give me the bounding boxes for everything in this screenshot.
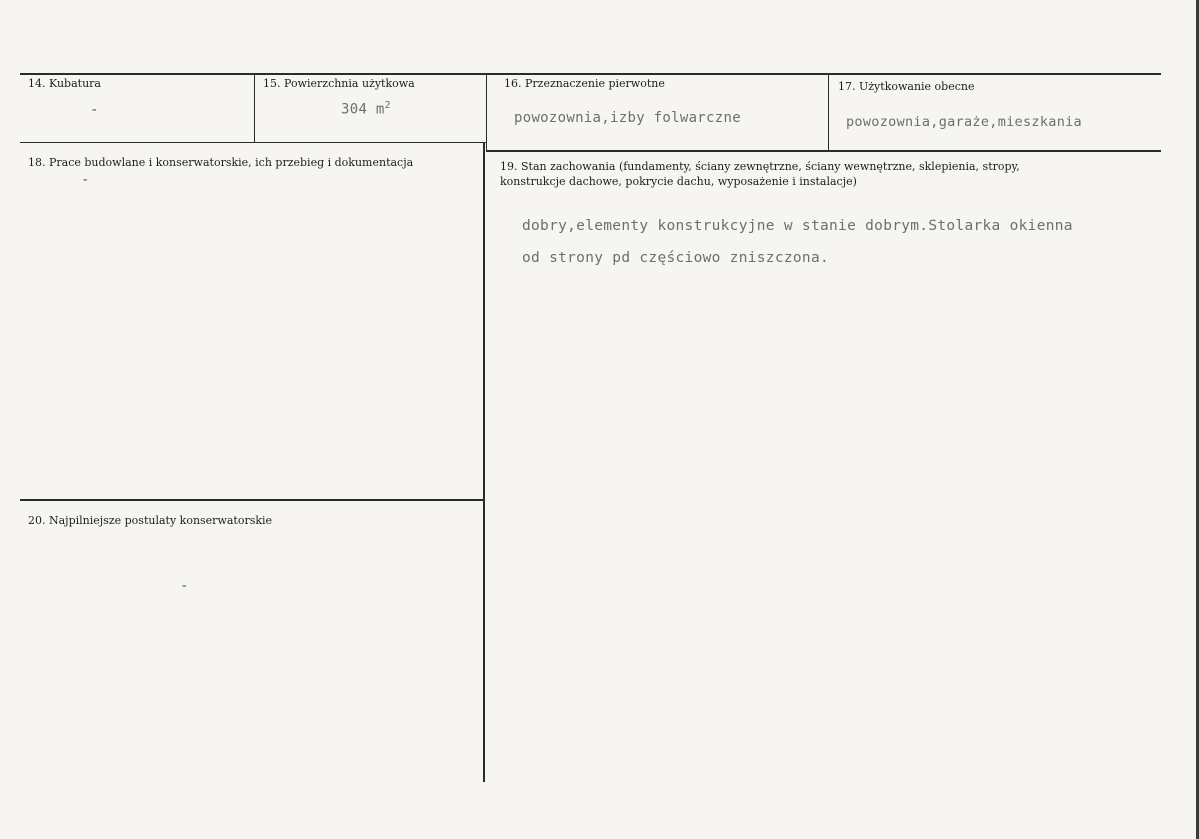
field-14-label: 14. Kubatura	[28, 77, 101, 90]
field-18-value: -	[81, 172, 90, 188]
field-15-value	[341, 100, 391, 118]
divider-16-17	[828, 74, 829, 150]
top-rule	[20, 73, 1161, 75]
field-19-value-line1: dobry,elementy konstrukcyjne w stanie dobrym.Stolarka okienna	[522, 218, 1073, 234]
field-20-value: -	[180, 578, 189, 594]
divider-15-16	[486, 74, 487, 150]
field-16-label: 16. Przeznaczenie pierwotne	[504, 77, 665, 90]
field-17-label: 17. Użytkowanie obecne	[838, 80, 975, 93]
divider-14-15	[254, 74, 255, 143]
field-19-label-line2: konstrukcje dachowe, pokrycie dachu, wyposażenie i instalacje)	[500, 175, 857, 188]
field-18-label: 18. Prace budowlane i konserwatorskie, ich przebieg i dokumentacja	[28, 156, 414, 169]
field-16-value: powozownia,izby folwarczne	[514, 110, 741, 126]
row1-bottom-rule	[20, 142, 486, 143]
section18-bottom-rule	[20, 499, 483, 501]
field-19-label-line1: 19. Stan zachowania (fundamenty, ściany zewnętrzne, ściany wewnętrzne, sklepienia, stropy,	[500, 160, 1020, 173]
field-19-value-line2: od strony pd częściowo zniszczona.	[522, 250, 830, 266]
main-vertical-divider	[483, 143, 485, 782]
row1-bottom-rule-right	[486, 150, 1161, 152]
field-15-unit-exponent: 2	[384, 100, 391, 111]
field-17-value: powozownia,garaże,mieszkania	[846, 114, 1082, 130]
field-15-number: 304 m	[341, 101, 385, 118]
field-20-label: 20. Najpilniejsze postulaty konserwatorskie	[28, 514, 273, 527]
field-14-value: -	[90, 102, 99, 118]
field-15-label: 15. Powierzchnia użytkowa	[263, 77, 415, 90]
